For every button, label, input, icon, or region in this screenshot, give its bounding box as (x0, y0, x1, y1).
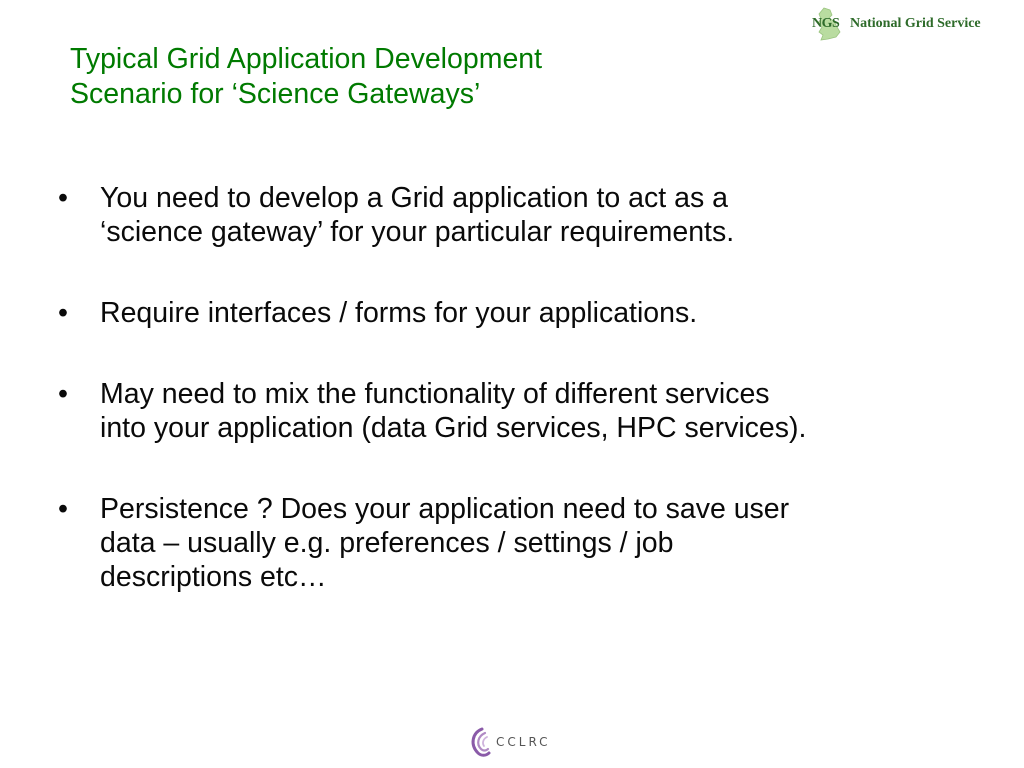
bullet-item (58, 377, 988, 445)
bullet-text-line: ‘science gateway’ for your particular requirements. (100, 216, 735, 248)
bullet-text-line: Persistence ? Does your application need to save user (100, 493, 790, 525)
bullet-dot: • (58, 297, 68, 329)
ngs-mark-text: NGS (812, 16, 840, 31)
bullet-text-line: May need to mix the functionality of different services (100, 378, 770, 410)
cclrc-logo-text: CCLRC (496, 735, 551, 749)
bullet-item (58, 492, 988, 594)
slide-title-line-1: Typical Grid Application Development (70, 43, 543, 75)
cclrc-swirl-icon (468, 727, 492, 757)
cclrc-logo (468, 725, 551, 759)
bullet-text-line: into your application (data Grid services, HPC services). (100, 412, 807, 444)
bullet-dot: • (58, 378, 68, 410)
bullet-list (58, 181, 988, 641)
ngs-logo (810, 6, 981, 42)
bullet-dot: • (58, 182, 68, 214)
uk-map-icon (810, 6, 846, 42)
bullet-text-line: Require interfaces / forms for your applications. (100, 297, 698, 329)
bullet-text-line: You need to develop a Grid application to act as a (100, 182, 728, 214)
bullet-dot: • (58, 493, 68, 525)
ngs-logo-name: National Grid Service (850, 16, 981, 31)
bullet-text-line: descriptions etc… (100, 561, 327, 593)
bullet-text-line: data – usually e.g. preferences / settings / job (100, 527, 674, 559)
bullet-item (58, 181, 988, 249)
bullet-item (58, 296, 988, 330)
slide-title (70, 42, 770, 112)
slide-title-line-2: Scenario for ‘Science Gateways’ (70, 78, 481, 110)
